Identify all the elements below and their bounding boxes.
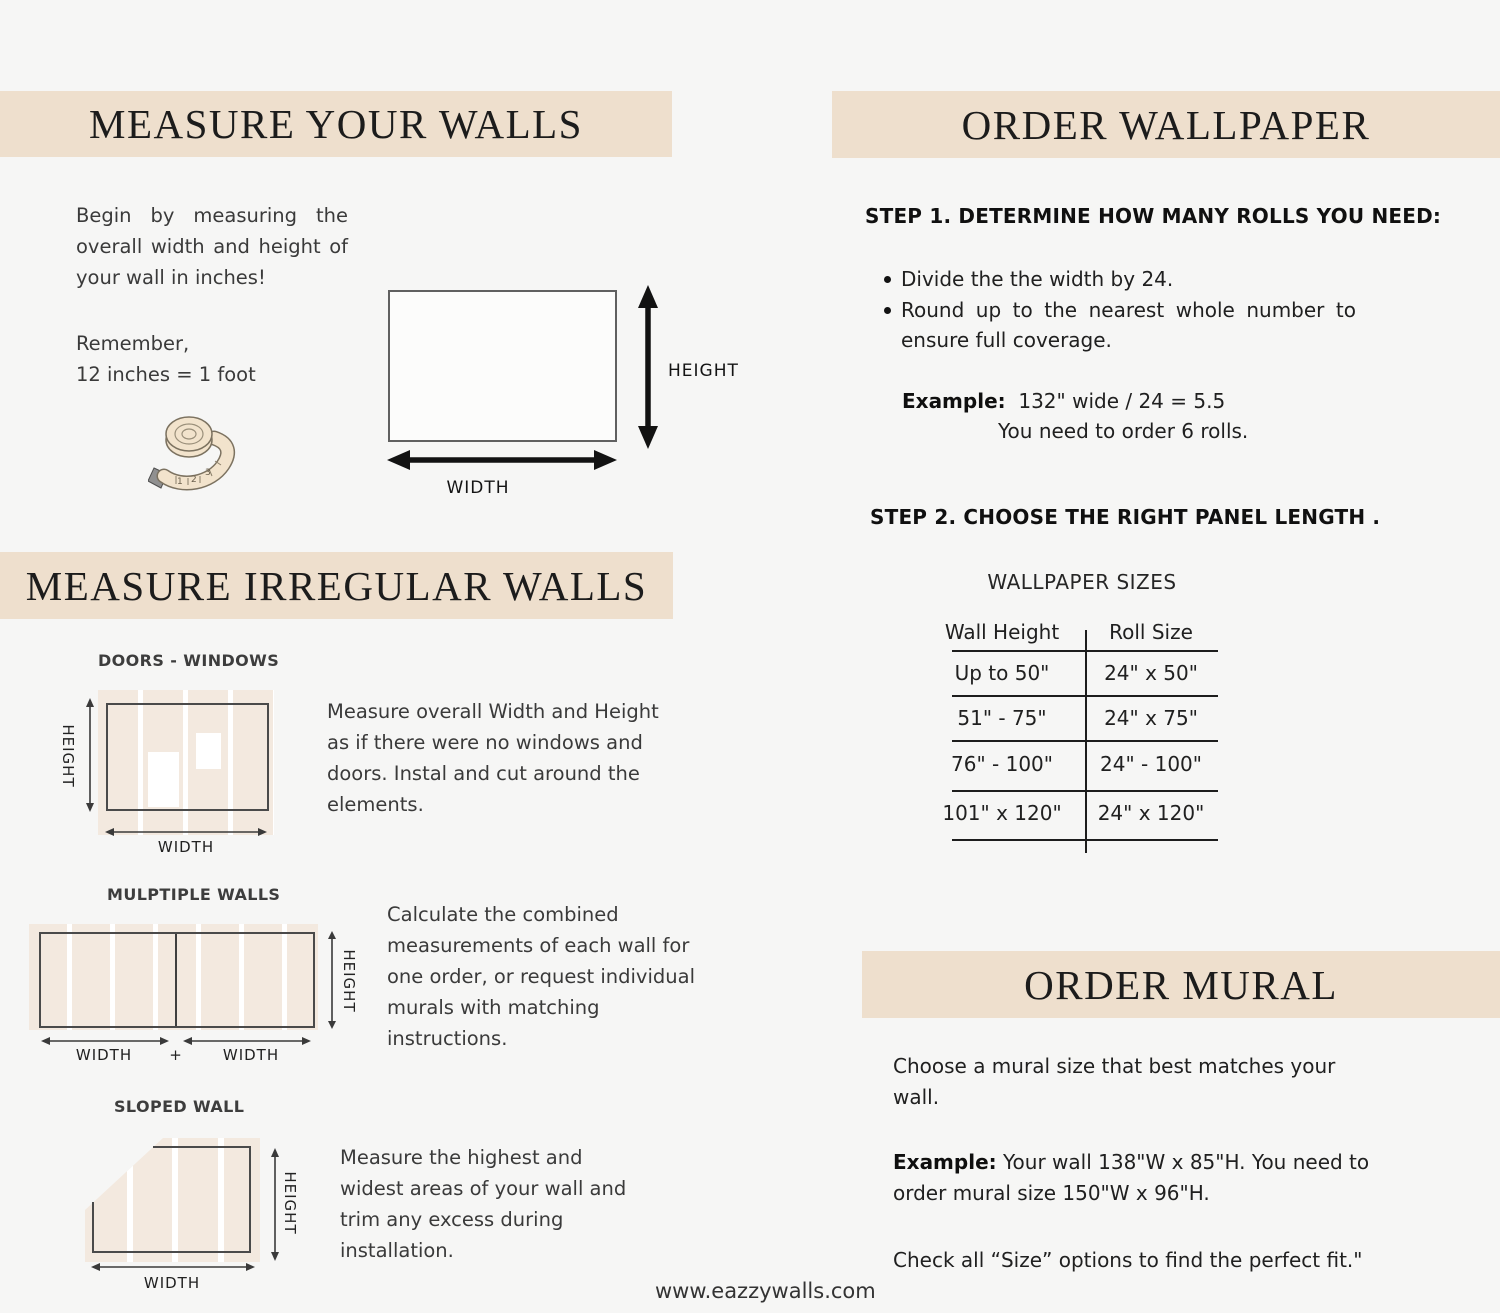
table-cell-roll-1: 24" x 50" [1104,661,1198,685]
step2-heading: STEP 2. CHOOSE THE RIGHT PANEL LENGTH . [870,505,1381,529]
mural-example-label: Example: [893,1150,997,1174]
remember-line-1: Remember, [76,332,190,355]
width-arrow [386,442,618,478]
order-mural-title: ORDER MURAL [1024,961,1338,1008]
sloped-wall-text: Measure the highest and widest areas of your wall and trim any excess during installation. [340,1146,627,1262]
example-line-2: You need to order 6 rolls. [998,419,1249,443]
sloped-wall-label: SLOPED WALL [114,1097,245,1116]
tape-number-1: 1 [177,477,183,487]
remember-line-2: 12 inches = 1 foot [76,363,256,386]
table-divider [1085,630,1087,853]
sloped-wall-height-label: HEIGHT [281,1171,299,1235]
table-cell-wall-4: 101" x 120" [942,801,1062,825]
doors-windows-height-arrow [83,697,97,813]
step1-heading: STEP 1. DETERMINE HOW MANY ROLLS YOU NEED: [865,204,1442,228]
window-cutout [196,733,221,769]
step1-example [902,386,1248,446]
multiple-walls-label: MULPTIPLE WALLS [107,885,281,904]
height-arrow [630,284,666,450]
table-cell-roll-2: 24" x 75" [1104,706,1198,730]
table-header-roll-size: Roll Size [1109,620,1193,644]
measure-your-walls-banner [0,91,672,157]
bullet-dot-1 [884,276,891,283]
multiple-walls-height-label: HEIGHT [340,949,358,1013]
plus-sign: + [169,1046,183,1064]
example-label: Example: [902,389,1006,413]
order-mural-banner [862,951,1500,1018]
example-calculation: 132" wide / 24 = 5.5 [1018,389,1226,413]
mural-paragraph-1: Choose a mural size that best matches your wall. [893,1054,1336,1109]
wallpaper-sizes-title: WALLPAPER SIZES [987,570,1177,594]
door-cutout [148,752,179,807]
wall-width-label: WIDTH [446,478,510,498]
order-wallpaper-title: ORDER WALLPAPER [961,101,1371,148]
measure-irregular-walls-title: MEASURE IRREGULAR WALLS [25,562,648,609]
sloped-wall-width-arrow [90,1260,256,1274]
tape-number-3: 3 [205,468,211,478]
measure-your-walls-title: MEASURE YOUR WALLS [89,101,583,147]
mural-example [893,1147,1413,1209]
wall-diagram [388,290,617,442]
sloped-wall-height-arrow [268,1147,282,1262]
order-wallpaper-banner [832,91,1500,158]
doors-windows-height-label: HEIGHT [59,724,77,788]
measure-irregular-walls-banner [0,552,673,619]
wall-divider-line [175,934,177,1026]
doors-windows-text: Measure overall Width and Height as if there were no windows and doors. Instal and cut around the elements. [327,700,659,816]
sloped-wall-diagram [78,1133,268,1268]
bullet-1: Divide the the width by 24. [901,267,1174,291]
doors-windows-wall-outline [106,703,269,811]
bullet-2: Round up to the nearest whole number to ensure full coverage. [901,298,1356,352]
wall-height-label: HEIGHT [668,361,739,381]
tape-number-2: 2 [191,475,197,485]
table-cell-wall-1: Up to 50" [954,661,1050,685]
table-cell-roll-3: 24" - 100" [1100,752,1202,776]
multiple-walls-height-arrow [325,930,339,1030]
doors-windows-width-arrow [104,825,268,839]
multiple-walls-width-label-left: WIDTH [75,1046,133,1064]
mural-example-text: Your wall 138"W x 85"H. You need to order mural size 150"W x 96"H. [893,1150,1370,1205]
tape-measure-icon [148,410,246,492]
table-cell-wall-2: 51" - 75" [957,706,1047,730]
measure-intro-text: Begin by measuring the overall width and height of your wall in inches! [76,204,348,289]
table-cell-wall-3: 76" - 100" [951,752,1053,776]
multiple-walls-width-label-right: WIDTH [222,1046,280,1064]
bullet-dot-2 [884,307,891,314]
doors-windows-label: DOORS - WINDOWS [98,651,280,670]
mural-paragraph-2: Check all “Size” options to find the perfect fit." [893,1248,1363,1272]
multiple-walls-outline [39,932,315,1028]
table-cell-roll-4: 24" x 120" [1097,801,1205,825]
example-line-1 [902,386,1248,416]
table-header-wall-height: Wall Height [944,620,1060,644]
multiple-walls-text: Calculate the combined measurements of each wall for one order, or request individual murals with matching instructions. [387,903,695,1050]
doors-windows-width-label: WIDTH [157,838,215,856]
website-url: www.eazzywalls.com [655,1279,876,1303]
sloped-wall-width-label: WIDTH [143,1274,201,1292]
